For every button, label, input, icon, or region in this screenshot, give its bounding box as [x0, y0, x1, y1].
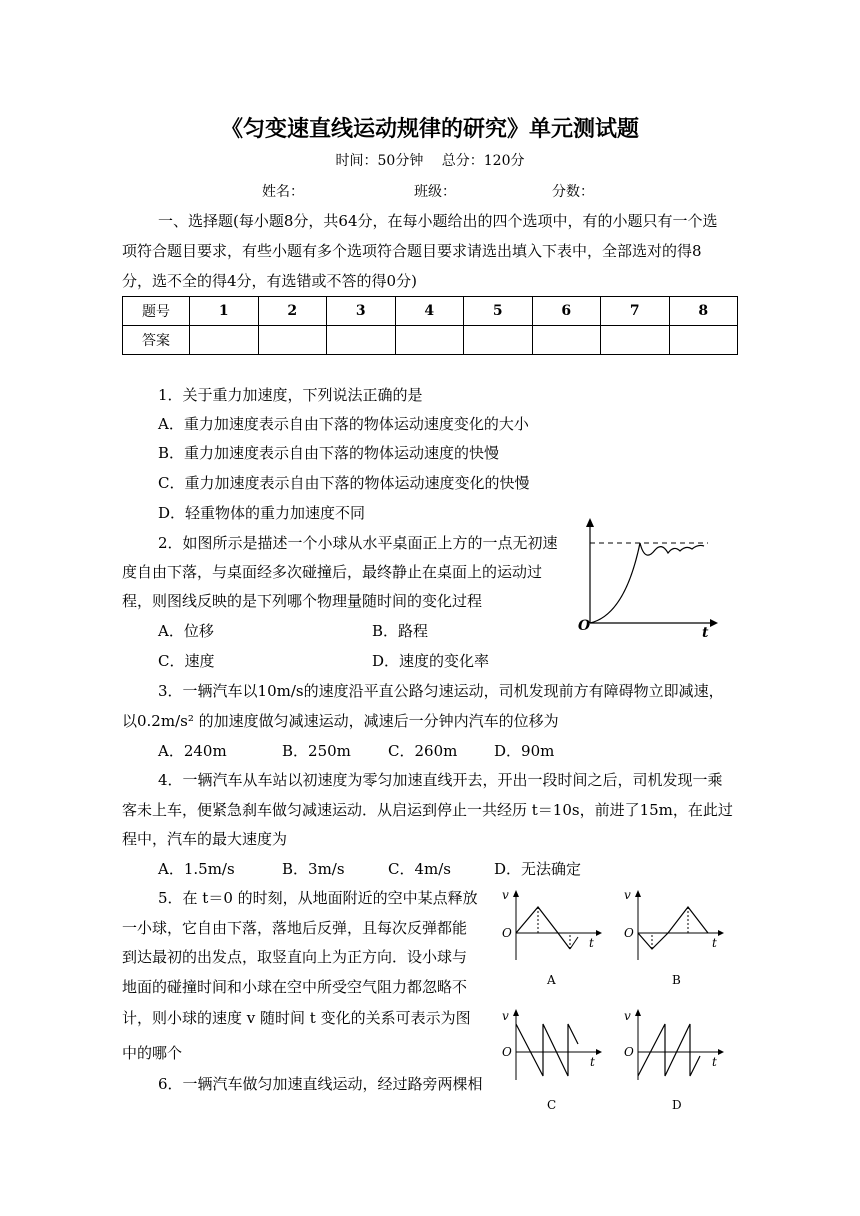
q2-graph-t-label: t — [702, 625, 709, 640]
q2-stem-line2: 度自由下落，与桌面经多次碰撞后，最终静止在桌面上的运动过 — [122, 563, 543, 581]
q2-stem-line3: 程，则图线反映的是下列哪个物理量随时间的变化过程 — [122, 592, 483, 610]
question-number-cell: 6 — [532, 297, 601, 326]
answer-cell[interactable] — [395, 326, 464, 355]
q3-option-c: C．260m — [388, 742, 458, 760]
q5-graph-c-caption: C — [547, 1098, 557, 1112]
q1-option-b: B．重力加速度表示自由下落的物体运动速度的快慢 — [158, 444, 500, 462]
q5-stem-line5: 计，则小球的速度 v 随时间 t 变化的关系可表示为图 — [122, 1009, 471, 1027]
q5-d-origin-label: O — [624, 1045, 634, 1059]
q5-c-t-label: t — [590, 1055, 595, 1069]
q4-option-c: C．4m/s — [388, 860, 451, 878]
q5-b-origin-label: O — [624, 926, 634, 940]
answer-cell[interactable] — [669, 326, 738, 355]
q5-a-t-label: t — [589, 936, 594, 950]
section1-intro-line3: 分，选不全的得4分，有选错或不答的得0分) — [122, 272, 417, 290]
q5-d-t-label: t — [712, 1055, 717, 1069]
q5-c-v-label: v — [502, 1009, 509, 1023]
q5-b-t-label: t — [712, 936, 717, 950]
answer-cell[interactable] — [190, 326, 259, 355]
q5-a-origin-label: O — [502, 926, 512, 940]
q4-option-b: B．3m/s — [282, 860, 345, 878]
q4-stem-line3: 程中，汽车的最大速度为 — [122, 830, 288, 848]
score-field-label: 分数： — [552, 184, 594, 200]
q5-graph-a-caption: A — [547, 973, 556, 987]
q4-stem-line1: 4．一辆汽车从车站以初速度为零匀加速直线开去，开出一段时间之后，司机发现一乘 — [158, 771, 723, 789]
answer-table-header-row — [123, 297, 738, 326]
q5-stem-line4: 地面的碰撞时间和小球在空中所受空气阻力都忽略不 — [122, 978, 468, 996]
answer-table — [122, 296, 738, 355]
answer-cell[interactable] — [464, 326, 533, 355]
row-label-answer: 答案 — [123, 326, 190, 355]
q3-stem-line1: 3．一辆汽车以10m/s的速度沿平直公路匀速运动，司机发现前方有障碍物立即减速， — [158, 682, 724, 700]
q4-stem-line2: 客未上车，便紧急刹车做匀减速运动．从启运到停止一共经历 t＝10s，前进了15m，在此过 — [122, 801, 733, 819]
q1-stem: 1．关于重力加速度，下列说法正确的是 — [158, 386, 423, 404]
q1-option-a: A．重力加速度表示自由下落的物体运动速度变化的大小 — [158, 415, 529, 433]
section1-intro-line1: 一、选择题(每小题8分，共64分，在每小题给出的四个选项中，有的小题只有一个选 — [158, 212, 718, 230]
q2-graph-origin-label: O — [578, 618, 591, 634]
q5-d-v-label: v — [624, 1009, 631, 1023]
q3-option-d: D．90m — [494, 742, 555, 760]
q2-option-a: A．位移 — [158, 622, 214, 640]
q1-option-d: D．轻重物体的重力加速度不同 — [158, 504, 366, 522]
q5-graph-a — [498, 885, 608, 965]
question-number-cell: 2 — [258, 297, 327, 326]
answer-table-answer-row — [123, 326, 738, 355]
question-number-cell: 4 — [395, 297, 464, 326]
q4-option-a: A．1.5m/s — [158, 860, 235, 878]
q1-option-c: C．重力加速度表示自由下落的物体运动速度变化的快慢 — [158, 474, 530, 492]
q5-c-origin-label: O — [502, 1045, 512, 1059]
q2-stem-line1: 2．如图所示是描述一个小球从水平桌面正上方的一点无初速 — [158, 534, 558, 552]
class-field-label: 班级： — [414, 184, 456, 200]
question-number-cell: 8 — [669, 297, 738, 326]
question-number-cell: 5 — [464, 297, 533, 326]
q6-stem-line1: 6．一辆汽车做匀加速直线运动，经过路旁两棵相 — [158, 1075, 483, 1093]
q3-option-a: A．240m — [158, 742, 227, 760]
section1-intro-line2: 项符合题目要求，有些小题有多个选项符合题目要求请选出填入下表中，全部选对的得8 — [122, 242, 702, 260]
q2-option-c: C．速度 — [158, 652, 215, 670]
q2-graph — [570, 515, 720, 640]
q5-graph-d-caption: D — [672, 1098, 682, 1112]
answer-cell[interactable] — [327, 326, 396, 355]
q3-stem-line2: 以0.2m/s² 的加速度做匀减速运动，减速后一分钟内汽车的位移为 — [122, 712, 559, 730]
q2-option-d: D．速度的变化率 — [372, 652, 490, 670]
answer-cell[interactable] — [532, 326, 601, 355]
q2-option-b: B．路程 — [372, 622, 429, 640]
q5-stem-line3: 到达最初的出发点，取竖直向上为正方向．设小球与 — [122, 948, 468, 966]
q5-graph-b-caption: B — [672, 973, 681, 987]
q5-graph-d — [620, 1008, 730, 1088]
q5-stem-line2: 一小球，它自由下落，落地后反弹，且每次反弹都能 — [122, 919, 468, 937]
q5-stem-line1: 5．在 t＝0 的时刻，从地面附近的空中某点释放 — [158, 889, 478, 907]
q5-b-v-label: v — [624, 888, 631, 902]
question-number-cell: 1 — [190, 297, 259, 326]
page-title: 《匀变速直线运动规律的研究》单元测试题 — [220, 117, 639, 142]
time-score-line: 时间：50分钟 总分：120分 — [335, 153, 525, 169]
q5-graph-c — [498, 1008, 608, 1088]
q5-stem-line6: 中的哪个 — [122, 1044, 183, 1062]
question-number-cell: 7 — [601, 297, 670, 326]
answer-cell[interactable] — [258, 326, 327, 355]
q3-option-b: B．250m — [282, 742, 351, 760]
q5-a-v-label: v — [502, 888, 509, 902]
q5-graph-b — [620, 885, 730, 965]
answer-cell[interactable] — [601, 326, 670, 355]
row-label-question-number: 题号 — [123, 297, 190, 326]
q4-option-d: D．无法确定 — [494, 860, 582, 878]
name-field-label: 姓名： — [262, 184, 304, 200]
question-number-cell: 3 — [327, 297, 396, 326]
